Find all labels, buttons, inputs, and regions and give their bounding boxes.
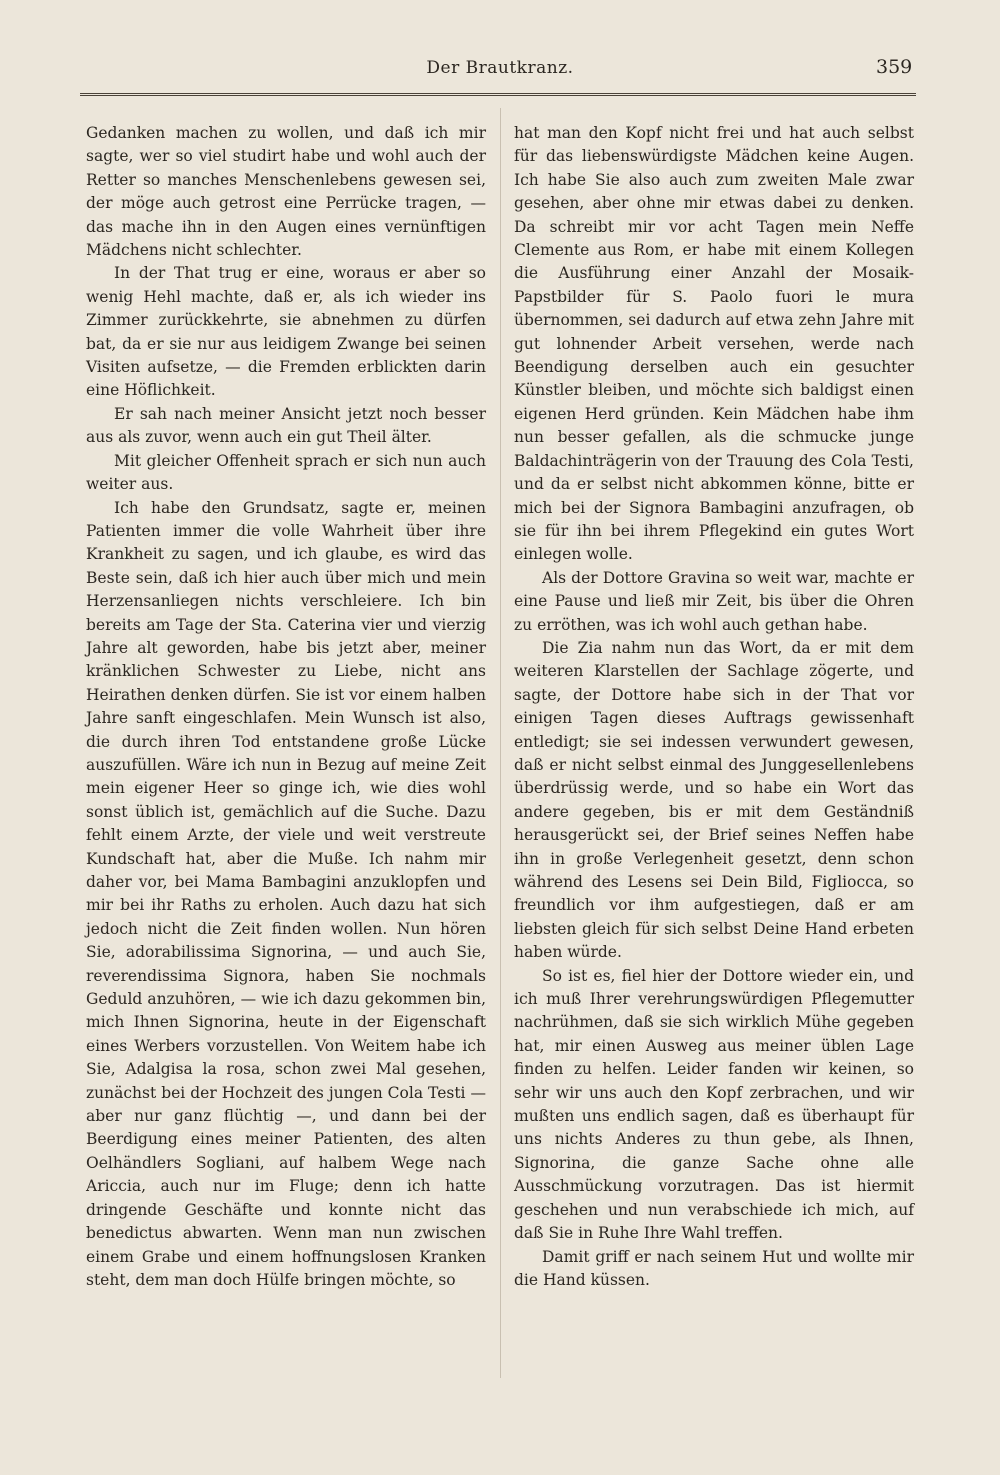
paragraph: Die Zia nahm nun das Wort, da er mit dem weiteren Klarstellen der Sachlage zögerte, und sagte, der Dottore habe sich in der That vor einigen Tagen dieses Auftrags gewissenhaft entledigt; sie sei indessen verwundert gewesen, daß er nicht selbst einmal des Junggesellenlebens überdrüssig werde, und so habe ein Wort das andere gegeben, bis er mit dem Geständniß herausgerückt sei, der Brief seines Neffen habe ihn in große Verlegenheit gesetzt, denn schon während des Lesens sei Dein Bild, Figliocca, so freundlich vor ihm aufgestiegen, daß er am liebsten gleich für sich selbst Deine Hand erbeten haben würde. — [514, 638, 914, 962]
column-divider — [500, 108, 501, 1378]
paragraph: So ist es, fiel hier der Dottore wieder ein, und ich muß Ihrer verehrungswürdigen Pflegemutter nachrühmen, daß sie sich wirklich Mühe gegeben hat, mir einen Ausweg aus meiner üblen Lage finden zu helfen. Leider fanden wir keinen, so sehr wir uns auch den Kopf zerbrachen, und wir mußten uns endlich sagen, daß es überhaupt für uns nichts Anderes zu thun gebe, als Ihnen, Signorina, die ganze Sache ohne alle Ausschmückung vorzutragen. Das ist hiermit geschehen und nun verabschiede ich mich, auf daß Sie in Ruhe Ihre Wahl treffen. — [514, 966, 914, 1243]
paragraph: Mit gleicher Offenheit sprach er sich nun auch weiter aus. — [86, 451, 486, 494]
paragraph: Ich habe den Grundsatz, sagte er, meinen Patienten immer die volle Wahrheit über ihre Krankheit zu sagen, und ich glaube, es wird das Beste sein, daß ich hier auch über mich und mein Herzensanliegen nichts verschleiere. Ich bin bereits am Tage der Sta. Caterina vier und vierzig Jahre alt geworden, habe bis jetzt aber, meiner kränklichen Schwester zu Liebe, nicht ans Heirathen denken dürfen. Sie ist vor einem halben Jahre sanft eingeschlafen. Mein Wunsch ist also, die durch ihren Tod entstandene große Lücke auszufüllen. Wäre ich nun in Bezug auf meine Zeit mein eigener Heer so ginge ich, wie dies wohl sonst üblich ist, gemächlich auf die Suche. Dazu fehlt einem Arzte, der viele und weit verstreute Kundschaft hat, aber die Muße. Ich nahm mir daher vor, bei Mama Bambagini anzuklopfen und mir bei ihr Raths zu erholen. Auch dazu hat sich jedoch nicht die Zeit finden wollen. Nun hören Sie, adorabilissima Signorina, — und auch Sie, reverendissima Signora, haben Sie nochmals Geduld anzuhören, — wie ich dazu gekommen bin, mich Ihnen Signorina, heute in der Eigenschaft eines Werbers vorzustellen. Von Weitem habe ich Sie, Adalgisa la rosa, schon zwei Mal gesehen, zunächst bei der Hochzeit des jungen Cola Testi — aber nur ganz flüchtig —, und dann bei der Beerdigung eines meiner Patienten, des alten Oelhändlers Sogliani, auf halbem Wege nach Ariccia, auch nur im Fluge; denn ich hatte dringende Geschäfte und konnte nicht das benedictus abwarten. Wenn man nun zwischen einem Grabe und einem hoffnungslosen Kranken steht, dem man doch Hülfe bringen möchte, so — [86, 498, 486, 1289]
right-column — [514, 122, 914, 1292]
paragraph: Damit griff er nach seinem Hut und wollte mir die Hand küssen. — [514, 1247, 914, 1289]
page-number: 359 — [876, 56, 913, 78]
running-header-title: Der Brautkranz. — [426, 58, 574, 78]
header-rule — [80, 93, 916, 96]
left-column — [86, 122, 486, 1292]
paragraph: In der That trug er eine, woraus er aber so wenig Hehl machte, daß er, als ich wieder ins Zimmer zurückkehrte, sie abnehmen zu dürfen bat, da er sie nur aus leidigem Zwange bei seinen Visiten aufsetze, — die Fremden erblickten darin eine Höflichkeit. — [86, 264, 486, 400]
paragraph: Er sah nach meiner Ansicht jetzt noch besser aus als zuvor, wenn auch ein gut Theil älter. — [86, 404, 486, 447]
paragraph: hat man den Kopf nicht frei und hat auch selbst für das liebenswürdigste Mädchen keine Augen. Ich habe Sie also auch zum zweiten Male zwar gesehen, aber ohne mir etwas dabei zu denken. Da schreibt mir vor acht Tagen mein Neffe Clemente aus Rom, er habe mit einem Kollegen die Ausführung einer Anzahl der Mosaik-Papstbilder für S. Paolo fuori le mura übernommen, sei dadurch auf etwa zehn Jahre mit gut lohnender Arbeit versehen, werde nach Beendigung derselben auch ein gesuchter Künstler bleiben, und möchte sich baldigst einen eigenen Herd gründen. Kein Mädchen habe ihm nun besser gefallen, als die schmucke junge Baldachinträgerin von der Trauung des Cola Testi, und da er selbst nicht abkommen könne, bitte er mich bei der Signora Bambagini anzufragen, ob sie für ihn bei ihrem Pflegekind ein gutes Wort einlegen wolle. — [514, 124, 914, 564]
paragraph: Gedanken machen zu wollen, und daß ich mir sagte, wer so viel studirt habe und wohl auch der Retter so manches Menschenlebens gewesen sei, der möge auch getrost eine Perrücke tragen, — das mache ihn in den Augen eines vernünftigen Mädchens nicht schlechter. — [86, 124, 486, 260]
paragraph: Als der Dottore Gravina so weit war, machte er eine Pause und ließ mir Zeit, bis über die Ohren zu erröthen, was ich wohl auch gethan habe. — [514, 568, 914, 634]
